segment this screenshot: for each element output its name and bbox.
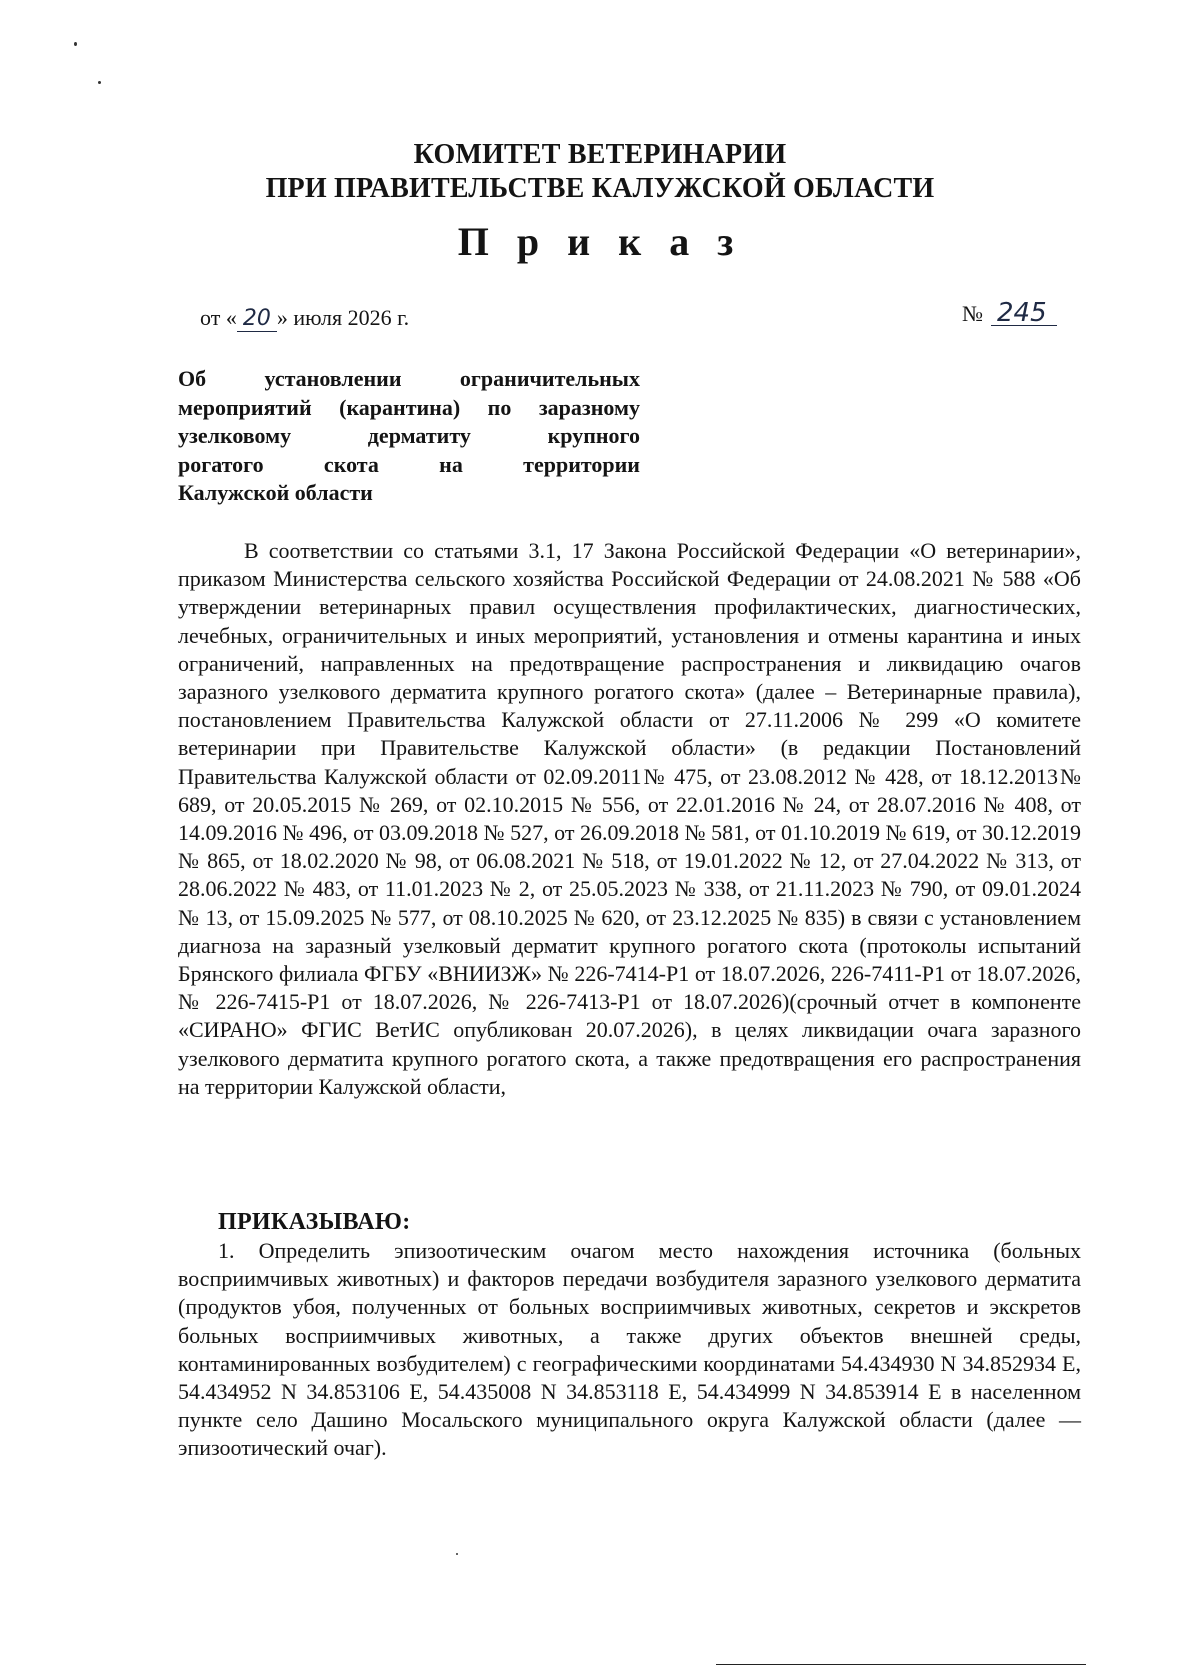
subject-line: рогатого скота на территории: [178, 451, 640, 477]
date-day-handwritten: 20: [237, 307, 277, 332]
order-number: [962, 299, 1057, 329]
date-suffix: » июля 2026 г.: [276, 305, 410, 330]
subject-line: мероприятий (карантина) по заразному: [178, 394, 640, 420]
scan-speck: [98, 81, 101, 84]
preamble-paragraph: В соответствии со статьями 3.1, 17 Закона Российской Федерации «О ветеринарии», приказом Министерства сельского хозяйства Российской Федерации от 24.08.2021 № 588 «Об утверждении ветеринарных правил осуществления профилактических, диагностических, лечебных, ограничительных и иных мероприятий, установления и отмены карантина и иных ограничений, направленных на предотвращение распространения и ликвидацию очагов заразного узелкового дерматита крупного рогатого скота» (далее – Ветеринарные правила), постановлением Правительства Калужской области от 27.11.2006 № 299 «О комитете ветеринарии при Правительстве Калужской области» (в редакции Постановлений Правительства Калужской области от 02.09.2011№ 475, от 23.08.2012 № 428, от 18.12.2013№ 689, от 20.05.2015 № 269, от 02.10.2015 № 556, от 22.01.2016 № 24, от 28.07.2016 № 408, от 14.09.2016 № 496, от 03.09.2018 № 527, от 26.09.2018 № 581, от 01.10.2019 № 619, от 30.12.2019 № 865, от 18.02.2020 № 98, от 06.08.2021 № 518, от 19.01.2022 № 12, от 27.04.2022 № 313, от 28.06.2022 № 483, от 11.01.2023 № 2, от 25.05.2023 № 338, от 21.11.2023 № 790, от 09.01.2024 № 13, от 15.09.2025 № 577, от 08.10.2025 № 620, от 23.12.2025 № 835) в связи с установлением диагноза на заразный узелковый дерматит крупного рогатого скота (протоколы испытаний Брянского филиала ФГБУ «ВНИИЗЖ» № 226-7414-Р1 от 18.07.2026, 226-7411-Р1 от 18.07.2026, № 226-7415-Р1 от 18.07.2026, № 226-7413-Р1 от 18.07.2026)(срочный отчет в компоненте «СИРАНО» ФГИС ВетИС опубликован 20.07.2026), в целях ликвидации очага заразного узелкового дерматита крупного рогатого скота, а также предотвращения его распространения на территории Калужской области,: [178, 538, 1081, 1099]
footer-divider: [716, 1664, 1086, 1665]
order-directive-heading: ПРИКАЗЫВАЮ:: [218, 1209, 411, 1235]
organization-name-line1: КОМИТЕТ ВЕТЕРИНАРИИ: [413, 139, 787, 170]
number-value-handwritten: 245: [991, 301, 1057, 326]
subject-line: Калужской области: [178, 480, 373, 505]
order-item-1: 1. Определить эпизоотическим очагом место нахождения источника (больных восприимчивых животных) и факторов передачи возбудителя заразного узелкового дерматита (продуктов убоя, полученных от больных восприимчивых животных, секретов и экскретов больных восприимчивых животных, а также других объектов внешней среды, контаминированных возбудителем) с географическими координатами 54.434930 N 34.852934 E, 54.434952 N 34.853106 E, 54.435008 N 34.853118 E, 54.434999 N 34.853914 E в населенном пункте село Дашино Мосальского муниципального округа Калужской области (далее — эпизоотический очаг).: [178, 1238, 1081, 1461]
scan-speck: [456, 1553, 458, 1555]
subject-line: узелковому дерматиту крупного: [178, 423, 640, 448]
scan-speck: [74, 42, 77, 46]
order-subject: [178, 365, 640, 508]
date-prefix: от «: [200, 305, 237, 330]
document-type-title: П р и к а з: [457, 219, 743, 264]
subject-line: Об установлении ограничительных: [178, 366, 640, 391]
number-label: №: [962, 301, 983, 326]
order-date: [200, 303, 409, 333]
organization-name-line2: ПРИ ПРАВИТЕЛЬСТВЕ КАЛУЖСКОЙ ОБЛАСТИ: [265, 173, 935, 204]
